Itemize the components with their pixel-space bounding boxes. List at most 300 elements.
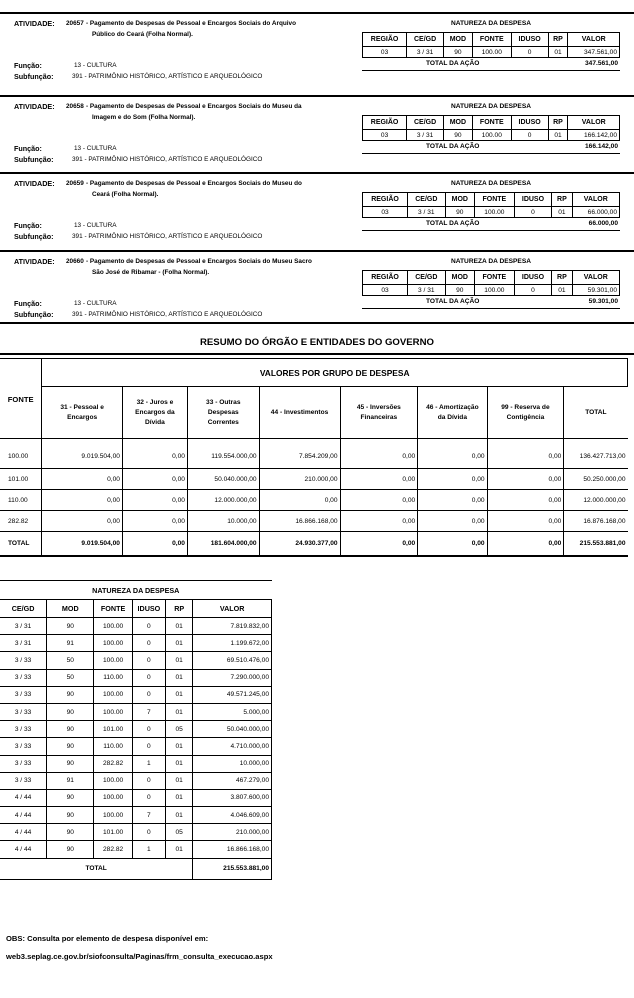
natureza-value-cell: 90: [47, 721, 94, 738]
resumo-value-cell: 0,00: [418, 439, 487, 469]
total-acao-label: TOTAL DA AÇÃO: [426, 143, 480, 150]
nat-value-cell: 0: [514, 207, 552, 218]
resumo-header-line: Despesas: [207, 408, 239, 416]
natureza-value-cell: 467.279,00: [193, 772, 272, 789]
nat-table: [362, 270, 620, 296]
natureza-value-cell: 91: [47, 772, 94, 789]
nat-header-cell: REGIÃO: [363, 33, 407, 47]
activity-desc-2: Imagem e do Som (Folha Normal).: [92, 114, 196, 121]
resumo-header-cell: [42, 387, 123, 439]
natureza-value-cell: 7: [132, 807, 165, 824]
obs-link[interactable]: web3.seplag.ce.gov.br/siofconsulta/Paginas/frm_consulta_execucao.aspx: [6, 952, 273, 961]
natureza-row: [0, 772, 272, 789]
resumo-header-line: Contigência: [506, 413, 545, 421]
resumo-header-cell: [187, 387, 259, 439]
resumo-value-cell: 210.000,00: [259, 469, 340, 490]
natureza-value-cell: 100.00: [94, 618, 132, 635]
nat-value-cell: 01: [552, 285, 572, 296]
nat-total-row: [362, 141, 620, 154]
nat-total-row: [362, 218, 620, 231]
natureza-row: [0, 686, 272, 703]
nat-value-cell: 100.00: [472, 47, 511, 58]
resumo-total-cell: 9.019.504,00: [42, 532, 123, 556]
resumo-value-cell: 0,00: [340, 469, 418, 490]
natureza-value-cell: 7: [132, 703, 165, 720]
resumo-header-line: 44 - Investimentos: [270, 408, 329, 416]
natureza-value-cell: 0: [132, 824, 165, 841]
resumo-header-cell: [564, 387, 628, 439]
total-acao-label: TOTAL DA AÇÃO: [426, 60, 480, 67]
natureza-row: [0, 807, 272, 824]
nat-value-cell: 3 / 31: [408, 285, 446, 296]
resumo-value-cell: 16.866.168,00: [259, 511, 340, 532]
natureza-value-cell: 01: [166, 618, 193, 635]
nat-header-cell: MOD: [445, 193, 474, 207]
resumo-header-line: Correntes: [207, 418, 239, 426]
natureza-value-cell: 90: [47, 824, 94, 841]
natureza-value-cell: 01: [166, 789, 193, 806]
natureza-value-cell: 90: [47, 703, 94, 720]
nat-value-cell: 100.00: [472, 130, 511, 141]
total-acao-value: 166.142,00: [584, 143, 618, 150]
nat-header-cell: RP: [548, 33, 568, 47]
subfuncao-label: Subfunção:: [14, 72, 54, 81]
nat-value-cell: 347.561,00: [568, 47, 620, 58]
activity-desc-2: Público do Ceará (Folha Normal).: [92, 31, 193, 38]
natureza-value-cell: 05: [166, 824, 193, 841]
nat-value-cell: 90: [445, 285, 474, 296]
activity-desc-1: - Pagamento de Despesas de Pessoal e Encargos Sociais do Arquivo: [86, 20, 297, 27]
natureza-value-cell: 0: [132, 738, 165, 755]
resumo-header-cell: [122, 387, 187, 439]
natureza-value-cell: 210.000,00: [193, 824, 272, 841]
natureza-value-cell: 100.00: [94, 635, 132, 652]
nat-title: NATUREZA DA DESPESA: [451, 20, 531, 27]
activity-code: 20659: [66, 180, 84, 187]
nat-header-cell: VALOR: [572, 193, 619, 207]
resumo-header-cell: [259, 387, 340, 439]
natureza-value-cell: 90: [47, 807, 94, 824]
natureza-value-cell: 0: [132, 669, 165, 686]
natureza-value-cell: 7.290.000,00: [193, 669, 272, 686]
nat-header-cell: REGIÃO: [363, 271, 408, 285]
total-label: TOTAL: [0, 532, 42, 556]
nat-value-cell: 3 / 31: [407, 47, 444, 58]
natureza-value-cell: 01: [166, 669, 193, 686]
resumo-value-cell: 0,00: [487, 439, 564, 469]
nat-header-cell: CE/GD: [408, 193, 446, 207]
subfuncao-label: Subfunção:: [14, 310, 54, 319]
resumo-header-line: 33 - Outras: [206, 398, 241, 406]
resumo-header-line: Encargos da: [135, 408, 175, 416]
natureza-value-cell: 1: [132, 755, 165, 772]
resumo-value-cell: 0,00: [259, 490, 340, 511]
natureza-value-cell: 4 / 44: [0, 824, 47, 841]
natureza-header-cell: RP: [166, 600, 193, 618]
natureza-value-cell: 3 / 31: [0, 635, 47, 652]
activity-desc-1: - Pagamento de Despesas de Pessoal e Encargos Sociais do Museu da: [86, 103, 302, 110]
total-acao-label: TOTAL DA AÇÃO: [426, 220, 480, 227]
resumo-header-cell: [418, 387, 487, 439]
natureza-value-cell: 69.510.476,00: [193, 652, 272, 669]
natureza-value-cell: 49.571.245,00: [193, 686, 272, 703]
nat-title: NATUREZA DA DESPESA: [451, 258, 531, 265]
subfuncao-label: Subfunção:: [14, 232, 54, 241]
natureza-value-cell: 50: [47, 669, 94, 686]
natureza-value-cell: 01: [166, 686, 193, 703]
resumo-subtitle: VALORES POR GRUPO DE DESPESA: [42, 359, 628, 387]
funcao-label: Função:: [14, 61, 42, 70]
resumo-value-cell: 10.000,00: [187, 511, 259, 532]
nat-header-cell: RP: [548, 116, 568, 130]
subfuncao-label: Subfunção:: [14, 155, 54, 164]
resumo-value-cell: 16.876.168,00: [564, 511, 628, 532]
nat-header-cell: CE/GD: [408, 271, 446, 285]
resumo-header-line: TOTAL: [585, 408, 607, 416]
subfuncao-value: 391 - PATRIMÔNIO HISTÓRICO, ARTÍSTICO E ARQUEOLÓGICO: [72, 233, 263, 240]
resumo-value-cell: 0,00: [418, 490, 487, 511]
nat-header-cell: IDUSO: [511, 33, 548, 47]
natureza-row: [0, 618, 272, 635]
natureza-value-cell: 100.00: [94, 652, 132, 669]
natureza-value-cell: 0: [132, 618, 165, 635]
nat-header-cell: IDUSO: [514, 271, 552, 285]
natureza-value-cell: 4.710.000,00: [193, 738, 272, 755]
natureza-value-cell: 282.82: [94, 841, 132, 858]
resumo-table: [0, 358, 628, 557]
natureza-header-cell: VALOR: [193, 600, 272, 618]
natureza-value-cell: 90: [47, 738, 94, 755]
atividade-label: ATIVIDADE:: [14, 179, 55, 188]
natureza-value-cell: 282.82: [94, 755, 132, 772]
nat-total-row: [362, 296, 620, 309]
natureza-value-cell: 01: [166, 772, 193, 789]
funcao-value: 13 - CULTURA: [74, 145, 117, 152]
nat-table: [362, 192, 620, 218]
natureza-value-cell: 1: [132, 841, 165, 858]
resumo-header-line: 99 - Reserva de: [501, 403, 550, 411]
resumo-value-cell: 0,00: [487, 490, 564, 511]
natureza-value-cell: 3 / 33: [0, 686, 47, 703]
natureza-total-value: 215.553.881,00: [193, 858, 272, 879]
nat-header-cell: IDUSO: [511, 116, 548, 130]
funcao-label: Função:: [14, 221, 42, 230]
natureza-value-cell: 01: [166, 635, 193, 652]
natureza-table-wrap: [0, 580, 272, 880]
natureza-header-cell: CE/GD: [0, 600, 47, 618]
resumo-total-cell: 215.553.881,00: [564, 532, 628, 556]
natureza-value-cell: 3 / 33: [0, 755, 47, 772]
resumo-row: [0, 511, 628, 532]
resumo-title: RESUMO DO ÓRGÃO E ENTIDADES DO GOVERNO: [199, 337, 434, 348]
nat-total-row: [362, 58, 620, 71]
resumo-row: [0, 490, 628, 511]
resumo-total-cell: 0,00: [122, 532, 187, 556]
resumo-header-line: Encargos: [67, 413, 98, 421]
resumo-total-row: [0, 532, 628, 556]
nat-value-cell: 01: [548, 47, 568, 58]
nat-header-cell: MOD: [443, 116, 472, 130]
natureza-value-cell: 16.866.168,00: [193, 841, 272, 858]
natureza-value-cell: 01: [166, 652, 193, 669]
total-acao-value: 347.561,00: [584, 60, 618, 67]
natureza-value-cell: 90: [47, 841, 94, 858]
nat-header-cell: REGIÃO: [363, 193, 408, 207]
nat-header-cell: REGIÃO: [363, 116, 407, 130]
nat-value-cell: 0: [514, 285, 552, 296]
funcao-value: 13 - CULTURA: [74, 300, 117, 307]
natureza-row: [0, 755, 272, 772]
resumo-value-cell: 0,00: [122, 511, 187, 532]
resumo-value-cell: 12.000.000,00: [187, 490, 259, 511]
natureza-value-cell: 3 / 33: [0, 669, 47, 686]
nat-header-cell: FONTE: [475, 271, 515, 285]
natureza-value-cell: 0: [132, 635, 165, 652]
nat-title: NATUREZA DA DESPESA: [451, 180, 531, 187]
activity-desc-2: São José de Ribamar - (Folha Normal).: [92, 269, 210, 276]
nat-header-cell: RP: [552, 193, 572, 207]
natureza-value-cell: 05: [166, 721, 193, 738]
resumo-header-line: 45 - Inversões: [356, 403, 401, 411]
resumo-value-cell: 119.554.000,00: [187, 439, 259, 469]
natureza-value-cell: 10.000,00: [193, 755, 272, 772]
natureza-row: [0, 703, 272, 720]
natureza-total-label: TOTAL: [0, 858, 193, 879]
nat-value-cell: 03: [363, 285, 408, 296]
nat-title: NATUREZA DA DESPESA: [451, 103, 531, 110]
natureza-value-cell: 3.807.600,00: [193, 789, 272, 806]
resumo-value-cell: 0,00: [418, 511, 487, 532]
nat-box: [362, 16, 620, 71]
natureza-header-cell: IDUSO: [132, 600, 165, 618]
nat-value-cell: 59.301,00: [572, 285, 619, 296]
activity-desc-1: - Pagamento de Despesas de Pessoal e Encargos Sociais do Museu Sacro: [86, 258, 312, 265]
fonte-cell: 100.00: [0, 439, 42, 469]
resumo-value-cell: 0,00: [340, 490, 418, 511]
natureza-value-cell: 100.00: [94, 686, 132, 703]
subfuncao-value: 391 - PATRIMÔNIO HISTÓRICO, ARTÍSTICO E ARQUEOLÓGICO: [72, 311, 263, 318]
nat-header-cell: VALOR: [572, 271, 619, 285]
nat-box: [362, 254, 620, 309]
resumo-table-wrap: [0, 358, 628, 557]
nat-value-cell: 3 / 31: [408, 207, 446, 218]
activity-desc-1: - Pagamento de Despesas de Pessoal e Encargos Sociais do Museu do: [86, 180, 302, 187]
resumo-value-cell: 0,00: [487, 511, 564, 532]
nat-header-cell: RP: [552, 271, 572, 285]
nat-value-cell: 3 / 31: [407, 130, 444, 141]
resumo-header-line: 32 - Juros e: [136, 398, 174, 406]
nat-box: [362, 99, 620, 154]
resumo-value-cell: 0,00: [42, 469, 123, 490]
nat-value-cell: 90: [445, 207, 474, 218]
resumo-value-cell: 0,00: [42, 511, 123, 532]
natureza-value-cell: 0: [132, 721, 165, 738]
nat-box: [362, 176, 620, 231]
nat-value-cell: 66.000,00: [572, 207, 619, 218]
natureza-value-cell: 4 / 44: [0, 789, 47, 806]
resumo-header-line: Dívida: [145, 418, 165, 426]
nat-value-cell: 03: [363, 207, 408, 218]
resumo-header-line: 31 - Pessoal e: [60, 403, 104, 411]
fonte-cell: 101.00: [0, 469, 42, 490]
natureza-row: [0, 824, 272, 841]
resumo-header-cell: [487, 387, 564, 439]
nat-header-cell: VALOR: [568, 116, 620, 130]
nat-value-cell: 03: [363, 47, 407, 58]
nat-header-cell: CE/GD: [407, 116, 444, 130]
fonte-header: FONTE: [0, 359, 42, 439]
nat-value-cell: 90: [443, 130, 472, 141]
natureza-value-cell: 3 / 33: [0, 738, 47, 755]
total-acao-value: 66.000,00: [588, 220, 618, 227]
nat-header-cell: FONTE: [472, 116, 511, 130]
resumo-value-cell: 50.040.000,00: [187, 469, 259, 490]
resumo-header-line: da Dívida: [437, 413, 468, 421]
natureza-value-cell: 90: [47, 789, 94, 806]
natureza-row: [0, 652, 272, 669]
nat-value-cell: 100.00: [475, 207, 515, 218]
activity-code: 20657: [66, 20, 84, 27]
obs-line-1: OBS: Consulta por elemento de despesa disponível em:: [6, 934, 209, 943]
funcao-value: 13 - CULTURA: [74, 62, 117, 69]
natureza-row: [0, 721, 272, 738]
nat-header-cell: FONTE: [472, 33, 511, 47]
natureza-value-cell: 3 / 31: [0, 618, 47, 635]
natureza-value-cell: 100.00: [94, 807, 132, 824]
resumo-header-cell: [340, 387, 418, 439]
natureza-header-cell: MOD: [47, 600, 94, 618]
natureza-value-cell: 90: [47, 618, 94, 635]
total-acao-label: TOTAL DA AÇÃO: [426, 298, 480, 305]
nat-header-cell: VALOR: [568, 33, 620, 47]
natureza-value-cell: 4.046.609,00: [193, 807, 272, 824]
resumo-total-cell: 181.604.000,00: [187, 532, 259, 556]
natureza-value-cell: 01: [166, 755, 193, 772]
nat-value-cell: 01: [548, 130, 568, 141]
natureza-value-cell: 5.000,00: [193, 703, 272, 720]
natureza-value-cell: 3 / 33: [0, 772, 47, 789]
natureza-value-cell: 3 / 33: [0, 721, 47, 738]
resumo-total-cell: 24.930.377,00: [259, 532, 340, 556]
funcao-value: 13 - CULTURA: [74, 222, 117, 229]
activity-code: 20660: [66, 258, 84, 265]
funcao-label: Função:: [14, 144, 42, 153]
nat-value-cell: 0: [511, 130, 548, 141]
atividade-label: ATIVIDADE:: [14, 102, 55, 111]
natureza-value-cell: 110.00: [94, 738, 132, 755]
nat-table: [362, 32, 620, 58]
nat-header-cell: CE/GD: [407, 33, 444, 47]
natureza-value-cell: 4 / 44: [0, 841, 47, 858]
nat-table: [362, 115, 620, 141]
resumo-value-cell: 0,00: [122, 469, 187, 490]
natureza-value-cell: 01: [166, 703, 193, 720]
natureza-value-cell: 100.00: [94, 789, 132, 806]
nat-value-cell: 03: [363, 130, 407, 141]
resumo-value-cell: 0,00: [122, 439, 187, 469]
nat-value-cell: 90: [443, 47, 472, 58]
natureza-value-cell: 91: [47, 635, 94, 652]
resumo-value-cell: 0,00: [42, 490, 123, 511]
natureza-value-cell: 100.00: [94, 703, 132, 720]
natureza-value-cell: 1.199.672,00: [193, 635, 272, 652]
total-acao-value: 59.301,00: [588, 298, 618, 305]
resumo-value-cell: 12.000.000,00: [564, 490, 628, 511]
resumo-header-line: 46 - Amortização: [426, 403, 479, 411]
resumo-total-cell: 0,00: [487, 532, 564, 556]
natureza-value-cell: 01: [166, 807, 193, 824]
natureza-header-cell: FONTE: [94, 600, 132, 618]
natureza-value-cell: 0: [132, 789, 165, 806]
activity-desc-2: Ceará (Folha Normal).: [92, 191, 159, 198]
fonte-cell: 282.82: [0, 511, 42, 532]
resumo-value-cell: 0,00: [487, 469, 564, 490]
nat-value-cell: 166.142,00: [568, 130, 620, 141]
resumo-value-cell: 0,00: [418, 469, 487, 490]
nat-header-cell: FONTE: [475, 193, 515, 207]
natureza-value-cell: 3 / 33: [0, 652, 47, 669]
subfuncao-value: 391 - PATRIMÔNIO HISTÓRICO, ARTÍSTICO E ARQUEOLÓGICO: [72, 73, 263, 80]
natureza-value-cell: 50: [47, 652, 94, 669]
nat-header-cell: MOD: [443, 33, 472, 47]
fonte-cell: 110.00: [0, 490, 42, 511]
natureza-value-cell: 0: [132, 686, 165, 703]
resumo-value-cell: 136.427.713,00: [564, 439, 628, 469]
natureza-value-cell: 50.040.000,00: [193, 721, 272, 738]
atividade-label: ATIVIDADE:: [14, 19, 55, 28]
resumo-value-cell: 7.854.209,00: [259, 439, 340, 469]
atividade-label: ATIVIDADE:: [14, 257, 55, 266]
resumo-value-cell: 0,00: [340, 439, 418, 469]
natureza-value-cell: 0: [132, 772, 165, 789]
natureza-value-cell: 110.00: [94, 669, 132, 686]
natureza-row: [0, 669, 272, 686]
natureza-value-cell: 01: [166, 738, 193, 755]
natureza-row: [0, 635, 272, 652]
resumo-header-line: Financeiras: [360, 413, 398, 421]
natureza-value-cell: 4 / 44: [0, 807, 47, 824]
activity-code: 20658: [66, 103, 84, 110]
natureza-row: [0, 789, 272, 806]
resumo-total-cell: 0,00: [418, 532, 487, 556]
natureza-value-cell: 01: [166, 841, 193, 858]
natureza-value-cell: 3 / 33: [0, 703, 47, 720]
natureza-row: [0, 841, 272, 858]
resumo-value-cell: 50.250.000,00: [564, 469, 628, 490]
resumo-total-cell: 0,00: [340, 532, 418, 556]
natureza-value-cell: 0: [132, 652, 165, 669]
resumo-row: [0, 469, 628, 490]
natureza-value-cell: 101.00: [94, 721, 132, 738]
natureza-table: [0, 580, 272, 880]
nat-header-cell: IDUSO: [514, 193, 552, 207]
nat-value-cell: 01: [552, 207, 572, 218]
natureza-row: [0, 738, 272, 755]
nat-value-cell: 100.00: [475, 285, 515, 296]
subfuncao-value: 391 - PATRIMÔNIO HISTÓRICO, ARTÍSTICO E ARQUEOLÓGICO: [72, 156, 263, 163]
natureza-value-cell: 7.819.832,00: [193, 618, 272, 635]
natureza-value-cell: 90: [47, 686, 94, 703]
natureza-value-cell: 100.00: [94, 772, 132, 789]
nat-header-cell: MOD: [445, 271, 474, 285]
natureza-title: NATUREZA DA DESPESA: [0, 581, 272, 600]
natureza-value-cell: 90: [47, 755, 94, 772]
natureza-value-cell: 101.00: [94, 824, 132, 841]
resumo-value-cell: 0,00: [340, 511, 418, 532]
resumo-value-cell: 9.019.504,00: [42, 439, 123, 469]
nat-value-cell: 0: [511, 47, 548, 58]
funcao-label: Função:: [14, 299, 42, 308]
